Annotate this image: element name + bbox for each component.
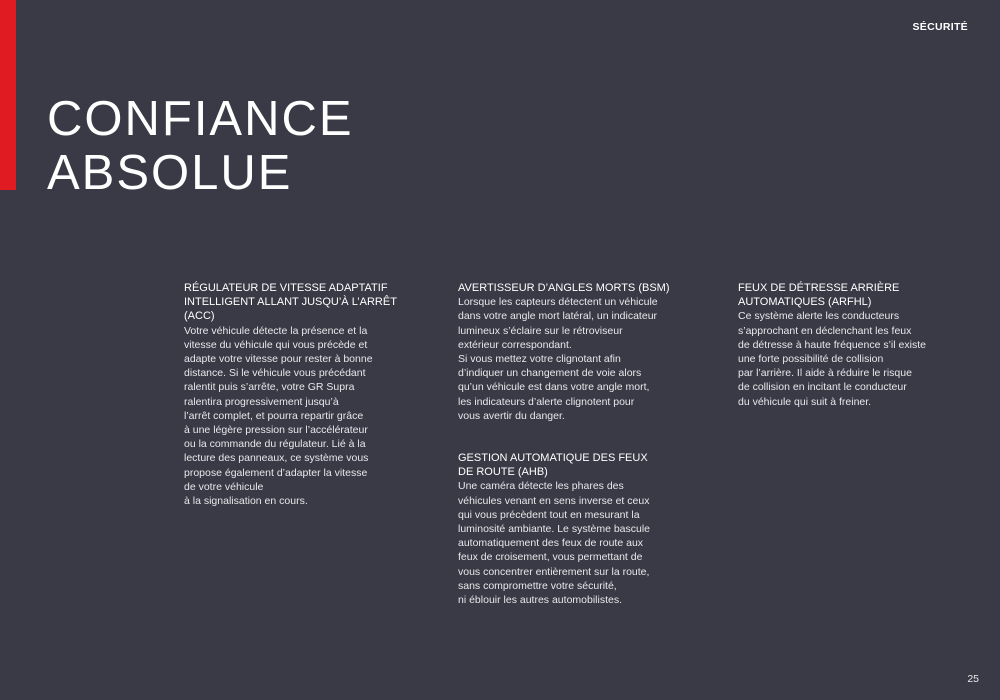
feature-description-line: extérieur correspondant. [458, 338, 572, 351]
feature-description-line: lumineux s’éclaire sur le rétroviseur [458, 324, 623, 337]
feature-description [184, 324, 399, 509]
feature-heading [458, 281, 673, 295]
page-title-line-1: CONFIANCE [47, 92, 354, 146]
feature-description-line: qu’un véhicule est dans votre angle mort, [458, 381, 650, 394]
feature-block [738, 281, 953, 409]
column-2 [458, 281, 673, 607]
feature-description-line: ou la commande du régulateur. Lié à la [184, 438, 366, 451]
feature-description-line: vous concentrer entièrement sur la route, [458, 565, 650, 578]
feature-description [458, 479, 673, 607]
feature-heading [738, 281, 953, 309]
feature-description-line: véhicules venant en sens inverse et ceux [458, 494, 650, 507]
feature-block [184, 281, 399, 508]
red-accent-bar [0, 0, 16, 190]
feature-heading [184, 281, 399, 324]
feature-description-line: l’arrêt complet, et pourra repartir grâce [184, 409, 364, 422]
feature-heading-line: (ACC) [184, 310, 215, 323]
feature-description-line: automatiquement des feux de route aux [458, 537, 644, 550]
page-title-line-2: ABSOLUE [47, 146, 293, 200]
feature-heading-line: GESTION AUTOMATIQUE DES FEUX [458, 452, 648, 465]
feature-block [458, 281, 673, 423]
feature-heading-line: AUTOMATIQUES (ARFHL) [738, 296, 872, 309]
feature-heading-line: INTELLIGENT ALLANT JUSQU’À L’ARRÊT [184, 296, 397, 309]
feature-heading-line: RÉGULATEUR DE VITESSE ADAPTATIF [184, 282, 388, 294]
feature-heading-line: FEUX DE DÉTRESSE ARRIÈRE [738, 282, 900, 294]
feature-description [458, 295, 673, 423]
feature-description-line: s’approchant en déclenchant les feux [738, 324, 912, 337]
feature-description-line: Une caméra détecte les phares des [458, 480, 624, 493]
feature-description-line: vous avertir du danger. [458, 409, 565, 422]
feature-description-line: de collision en incitant le conducteur [738, 381, 907, 394]
feature-description-line: Votre véhicule détecte la présence et la [184, 324, 368, 337]
feature-description-line: à la signalisation en cours. [184, 495, 308, 508]
feature-description-line: par l’arrière. Il aide à réduire le risque [738, 367, 912, 380]
section-label: SÉCURITÉ [912, 21, 968, 33]
feature-description-line: de votre véhicule [184, 480, 264, 493]
feature-description-line: ni éblouir les autres automobilistes. [458, 594, 623, 607]
feature-description-line: Ce système alerte les conducteurs [738, 310, 900, 323]
feature-description-line: qui vous précèdent tout en mesurant la [458, 508, 640, 521]
page-title [47, 92, 354, 200]
feature-description-line: d’indiquer un changement de voie alors [458, 367, 642, 380]
column-3 [738, 281, 953, 409]
column-1 [184, 281, 399, 508]
feature-description-line: luminosité ambiante. Le système bascule [458, 523, 651, 536]
feature-description-line: à une légère pression sur l’accélérateur [184, 424, 368, 437]
page-number: 25 [967, 673, 979, 685]
feature-heading [458, 451, 673, 479]
feature-description-line: Si vous mettez votre clignotant afin [458, 353, 621, 366]
feature-description [738, 309, 953, 408]
feature-description-line: de détresse à haute fréquence s’il existe [738, 338, 926, 351]
feature-description-line: feux de croisement, vous permettant de [458, 551, 643, 564]
feature-description-line: ralentira progressivement jusqu’à [184, 395, 339, 408]
feature-description-line: du véhicule qui suit à freiner. [738, 395, 872, 408]
feature-description-line: une forte possibilité de collision [738, 353, 884, 366]
feature-description-line: propose également d’adapter la vitesse [184, 466, 368, 479]
feature-description-line: distance. Si le véhicule vous précédant [184, 367, 366, 380]
feature-description-line: dans votre angle mort latéral, un indicateur [458, 310, 658, 323]
feature-description-line: les indicateurs d’alerte clignotent pour [458, 395, 635, 408]
feature-description-line: vitesse du véhicule qui vous précède et [184, 338, 368, 351]
feature-description-line: sans compromettre votre sécurité, [458, 579, 617, 592]
feature-block [458, 451, 673, 607]
feature-description-line: Lorsque les capteurs détectent un véhicule [458, 296, 658, 309]
feature-heading-line: DE ROUTE (AHB) [458, 466, 548, 479]
feature-description-line: lecture des panneaux, ce système vous [184, 452, 369, 465]
feature-description-line: adapte votre vitesse pour rester à bonne [184, 353, 373, 366]
feature-description-line: ralentit puis s’arrête, votre GR Supra [184, 381, 355, 394]
feature-heading-line: AVERTISSEUR D’ANGLES MORTS (BSM) [458, 282, 670, 294]
